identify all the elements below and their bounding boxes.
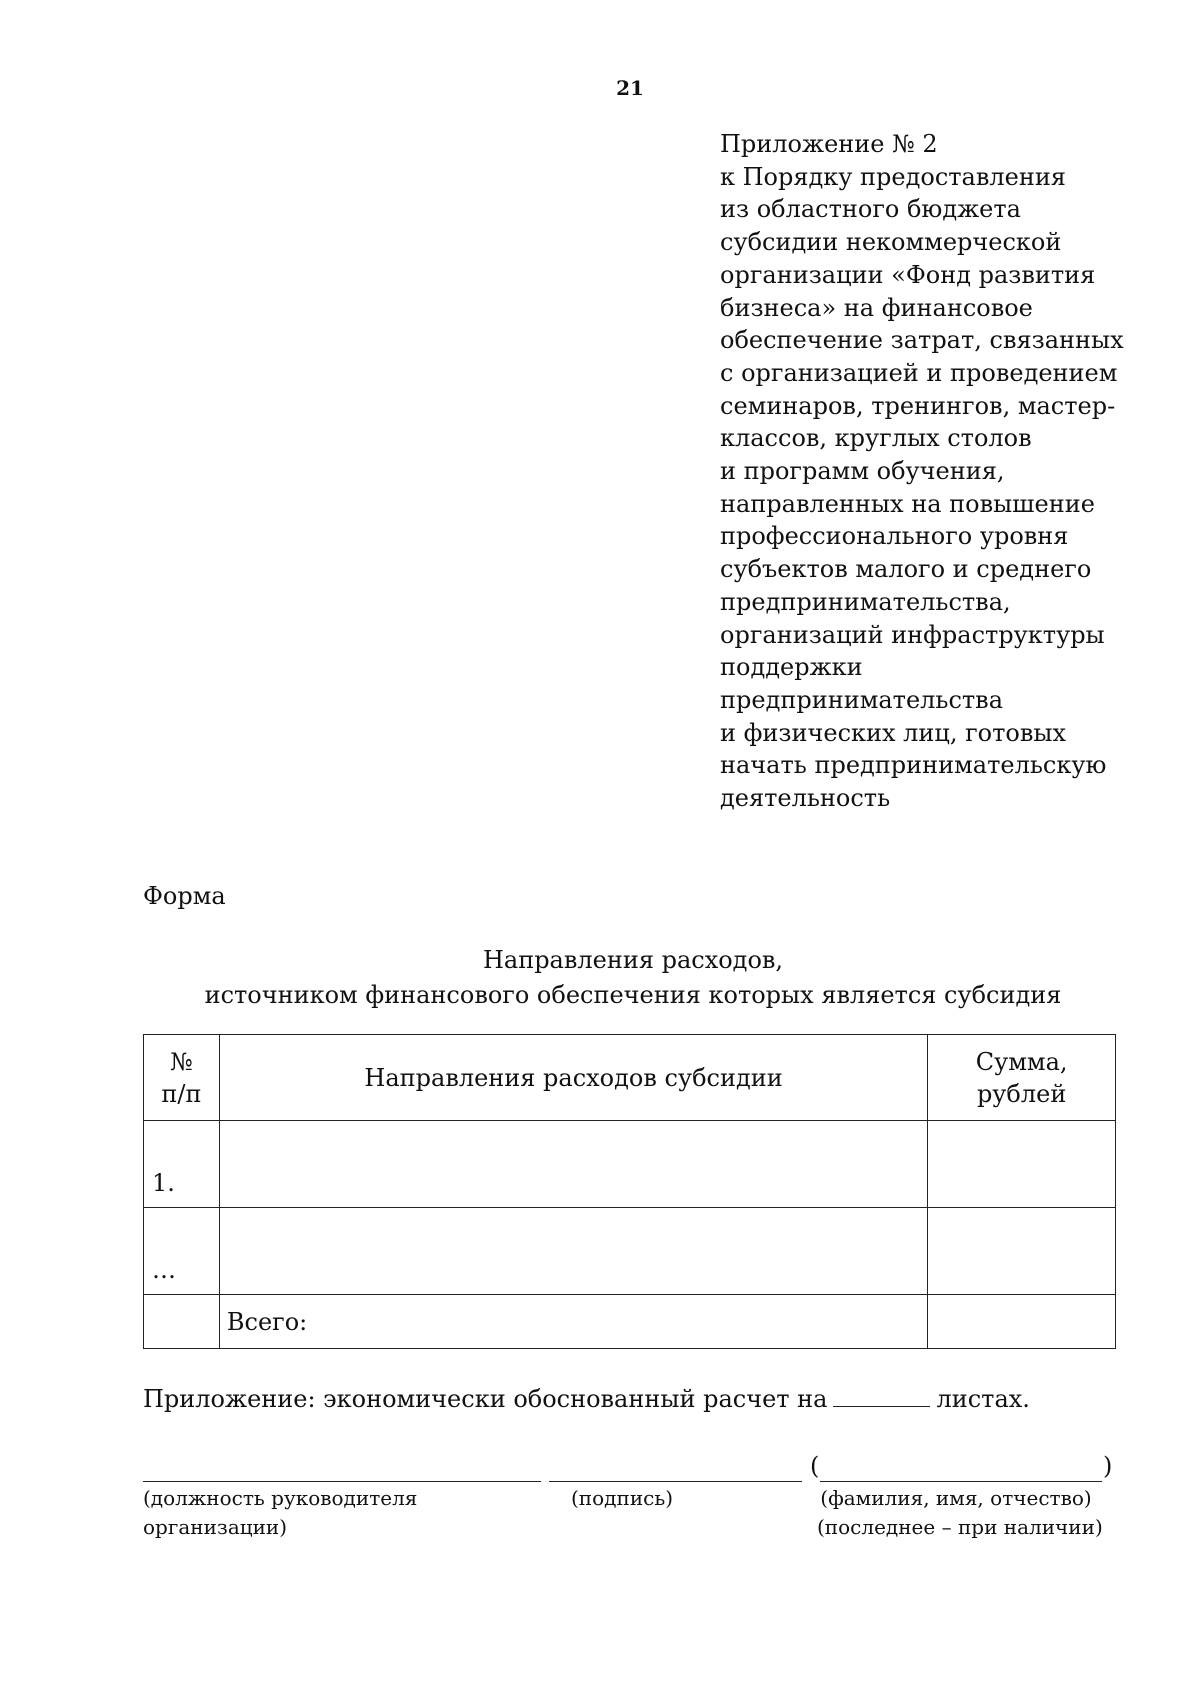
header-number-abbr: п/п <box>161 1079 202 1108</box>
header-number <box>144 1035 220 1121</box>
total-sum-cell[interactable] <box>928 1295 1116 1349</box>
signature-caption: (подпись) <box>571 1486 674 1510</box>
appendix-line: организаций инфраструктуры <box>720 620 1105 649</box>
table-total-row <box>144 1295 1116 1349</box>
header-direction: Направления расходов субсидии <box>219 1035 927 1121</box>
appendix-line: начать предпринимательскую <box>720 751 1107 780</box>
appendix-line: предпринимательства, <box>720 587 1011 616</box>
appendix-line: из областного бюджета <box>720 195 1021 224</box>
form-label: Форма <box>143 882 226 910</box>
position-signature-line[interactable] <box>143 1481 541 1482</box>
appendix-line: с организацией и проведением <box>720 358 1118 387</box>
attachment-prefix: Приложение: экономически обоснованный расчет на <box>143 1385 828 1413</box>
position-caption-line-1: (должность руководителя <box>143 1486 418 1510</box>
name-caption <box>817 1484 1103 1542</box>
appendix-line: классов, круглых столов <box>720 424 1032 453</box>
appendix-line: субсидии некоммерческой <box>720 228 1062 257</box>
position-caption-line-2: организации) <box>143 1515 288 1539</box>
header-sum-line-1: Сумма, <box>975 1047 1068 1076</box>
document-title-line-1: Направления расходов, <box>482 946 784 974</box>
appendix-line: направленных на повышение <box>720 489 1095 518</box>
total-number-cell <box>144 1295 220 1349</box>
row-direction-cell[interactable] <box>219 1208 927 1295</box>
appendix-line: предпринимательства <box>720 685 1003 714</box>
table-row <box>144 1208 1116 1295</box>
name-paren-open: ( <box>810 1452 820 1480</box>
name-paren-close: ) <box>1103 1452 1113 1480</box>
appendix-line: и программ обучения, <box>720 457 1005 486</box>
appendix-line: семинаров, тренингов, мастер- <box>720 391 1116 420</box>
attachment-suffix: листах. <box>936 1385 1030 1413</box>
sheet-count-blank[interactable] <box>833 1386 930 1407</box>
name-caption-line-1: (фамилия, имя, отчество) <box>820 1486 1092 1510</box>
appendix-line: организации «Фонд развития <box>720 260 1096 289</box>
appendix-line: профессионального уровня <box>720 522 1069 551</box>
header-sum <box>928 1035 1116 1121</box>
appendix-line: к Порядку предоставления <box>720 162 1066 191</box>
row-direction-cell[interactable] <box>219 1121 927 1208</box>
table-header-row <box>144 1035 1116 1121</box>
full-name-line[interactable] <box>820 1481 1102 1482</box>
row-number-cell: … <box>144 1208 220 1295</box>
appendix-line: субъектов малого и среднего <box>720 555 1092 584</box>
appendix-line: бизнеса» на финансовое <box>720 293 1033 322</box>
row-number-cell: 1. <box>144 1121 220 1208</box>
appendix-line: обеспечение затрат, связанных <box>720 326 1124 355</box>
attachment-line <box>143 1385 1030 1413</box>
document-title-line-2: источником финансового обеспечения которых является субсидия <box>204 981 1062 1009</box>
expense-table <box>143 1034 1116 1349</box>
appendix-heading <box>720 128 1124 815</box>
appendix-line: и физических лиц, готовых <box>720 718 1066 747</box>
row-sum-cell[interactable] <box>928 1208 1116 1295</box>
total-label: Всего: <box>219 1295 927 1349</box>
page-number: 21 <box>616 76 644 100</box>
appendix-line: Приложение № 2 <box>720 130 938 158</box>
header-sum-line-2: рублей <box>976 1079 1067 1108</box>
header-number-symbol: № <box>170 1047 193 1076</box>
appendix-line: деятельность <box>720 784 891 813</box>
position-caption <box>143 1484 417 1542</box>
appendix-line: поддержки <box>720 653 863 682</box>
name-caption-line-2: (последнее – при наличии) <box>817 1515 1103 1539</box>
signature-line[interactable] <box>549 1481 802 1482</box>
table-row <box>144 1121 1116 1208</box>
row-sum-cell[interactable] <box>928 1121 1116 1208</box>
